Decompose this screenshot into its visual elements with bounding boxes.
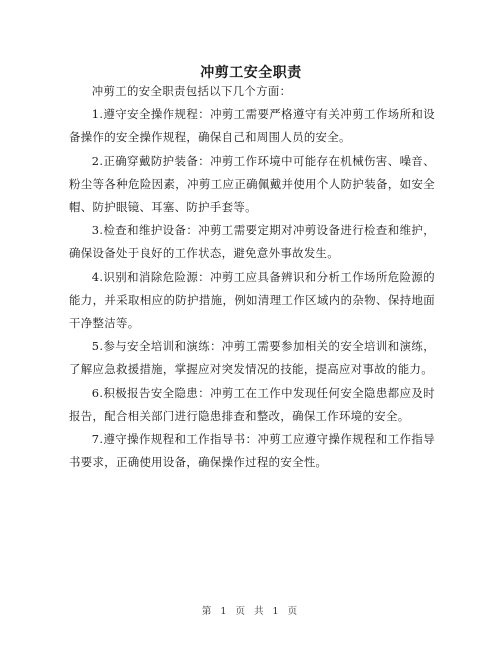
duty-item-2: 2.正确穿戴防护装备：冲剪工作环境中可能存在机械伤害、噪音、粉尘等各种危险因素，冲剪工应正确佩戴并使用个人防护装备，如安全帽、防护眼镜、耳塞、防护手套等。 xyxy=(69,153,435,215)
page-number-footer: 第 1 页 共 1 页 xyxy=(201,606,301,617)
duty-item-1: 1.遵守安全操作规程：冲剪工需要严格遵守有关冲剪工作场所和设备操作的安全操作规程，确保自己和周围人员的安全。 xyxy=(69,107,435,145)
duty-item-6: 6.积极报告安全隐患：冲剪工在工作中发现任何安全隐患都应及时报告，配合相关部门进行隐患排查和整改，确保工作环境的安全。 xyxy=(69,385,435,423)
duty-item-3: 3.检查和维护设备：冲剪工需要定期对冲剪设备进行检查和维护，确保设备处于良好的工作状态，避免意外事故发生。 xyxy=(69,223,435,261)
intro-paragraph: 冲剪工的安全职责包括以下几个方面： xyxy=(91,84,292,98)
document-body xyxy=(69,80,435,474)
duty-item-5: 5.参与安全培训和演练：冲剪工需要参加相关的安全培训和演练，了解应急救援措施，掌握应对突发情况的技能，提高应对事故的能力。 xyxy=(69,339,435,377)
duty-item-7: 7.遵守操作规程和工作指导书：冲剪工应遵守操作规程和工作指导书要求，正确使用设备，确保操作过程的安全性。 xyxy=(69,432,435,470)
document-title: 冲剪工安全职责 xyxy=(200,65,302,81)
duty-item-4: 4.识别和消除危险源：冲剪工应具备辨识和分析工作场所危险源的能力，并采取相应的防护措施，例如清理工作区域内的杂物、保持地面干净整洁等。 xyxy=(69,269,435,331)
